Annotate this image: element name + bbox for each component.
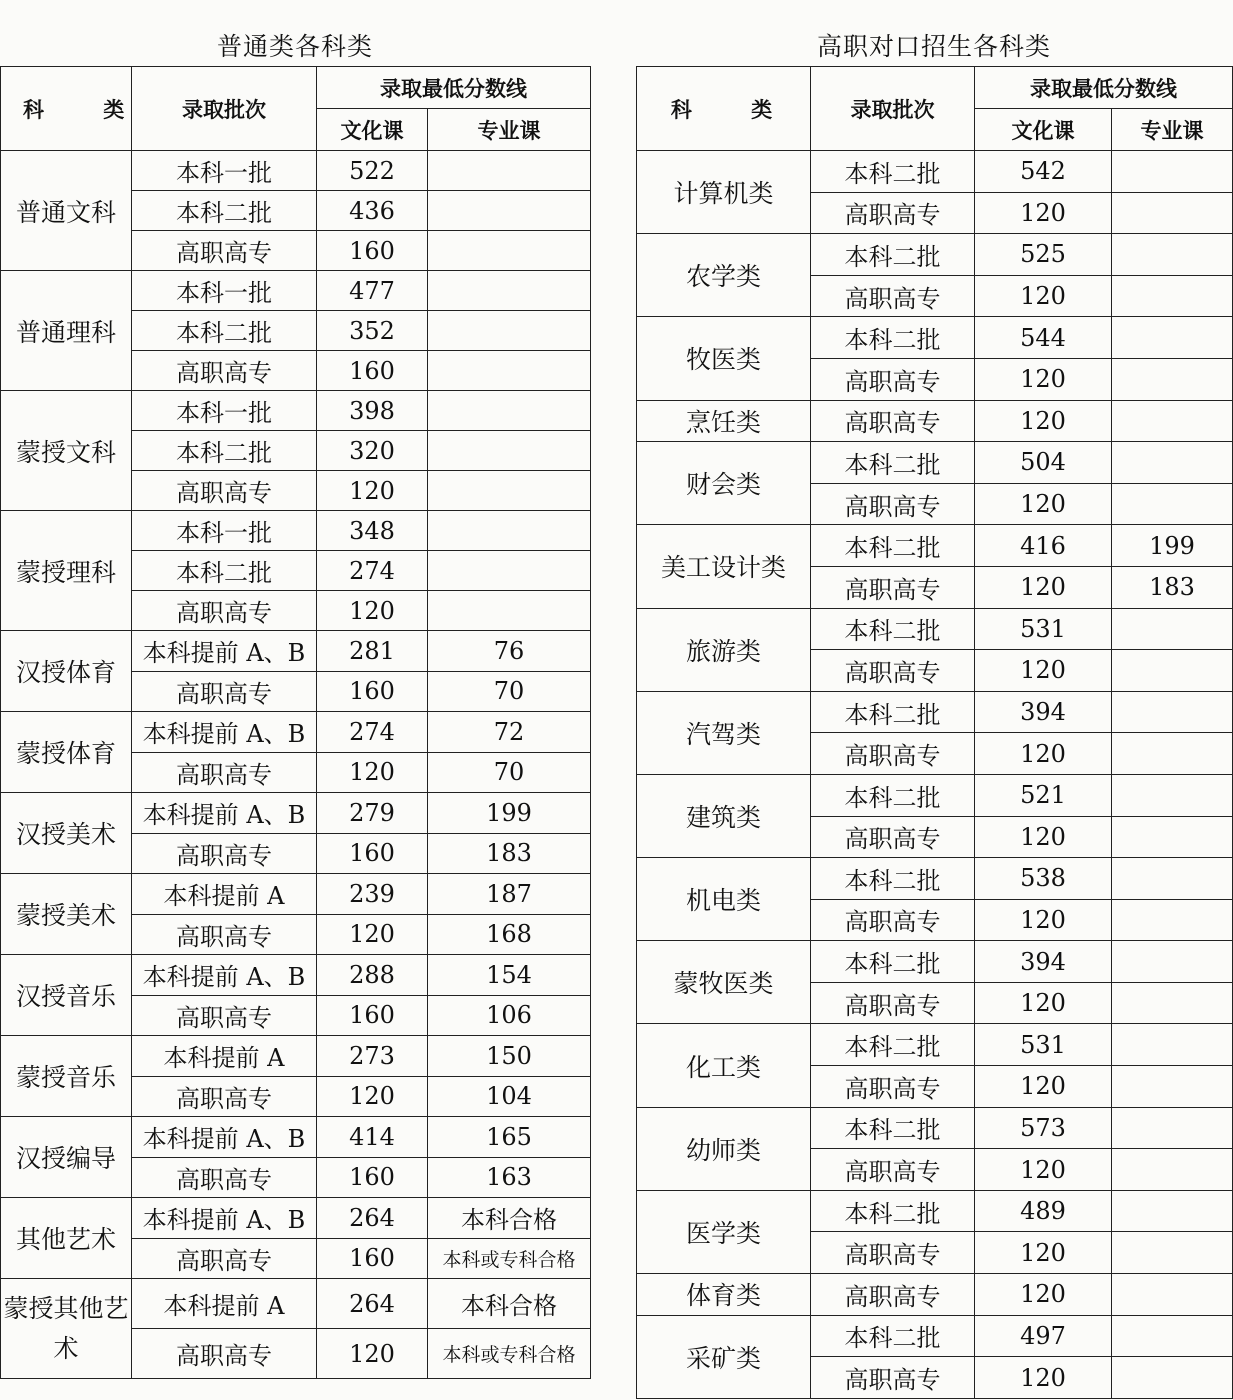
professional-score-cell: 187 bbox=[428, 874, 591, 915]
culture-score-cell: 120 bbox=[975, 1149, 1112, 1191]
culture-score-cell: 120 bbox=[975, 400, 1112, 442]
table-row bbox=[1, 151, 591, 191]
vocational-score-table bbox=[636, 66, 1233, 1399]
batch-cell: 高职高专 bbox=[132, 671, 317, 712]
table-row bbox=[637, 442, 1233, 484]
regular-admission-panel bbox=[0, 0, 590, 1379]
professional-score-cell bbox=[1112, 1107, 1233, 1149]
professional-score-cell bbox=[1112, 234, 1233, 276]
batch-cell: 高职高专 bbox=[132, 1329, 317, 1379]
batch-cell: 高职高专 bbox=[132, 351, 317, 391]
table-row bbox=[1, 955, 591, 996]
category-cell: 农学类 bbox=[637, 234, 811, 317]
batch-cell: 高职高专 bbox=[811, 899, 975, 941]
culture-score-cell: 120 bbox=[975, 483, 1112, 525]
professional-score-cell: 199 bbox=[428, 793, 591, 834]
table-row bbox=[1, 874, 591, 915]
batch-cell: 高职高专 bbox=[132, 1157, 317, 1198]
culture-score-cell: 264 bbox=[317, 1198, 428, 1239]
culture-score-cell: 274 bbox=[317, 551, 428, 591]
culture-score-cell: 274 bbox=[317, 712, 428, 753]
professional-score-cell bbox=[428, 191, 591, 231]
culture-score-cell: 436 bbox=[317, 191, 428, 231]
category-cell: 蒙授理科 bbox=[1, 511, 132, 631]
professional-score-cell bbox=[428, 351, 591, 391]
batch-cell: 本科二批 bbox=[811, 941, 975, 983]
professional-score-cell bbox=[1112, 691, 1233, 733]
culture-score-cell: 531 bbox=[975, 1024, 1112, 1066]
table-row bbox=[637, 941, 1233, 983]
professional-score-cell bbox=[1112, 899, 1233, 941]
culture-score-cell: 525 bbox=[975, 234, 1112, 276]
professional-score-cell bbox=[1112, 442, 1233, 484]
culture-score-cell: 281 bbox=[317, 631, 428, 672]
professional-score-cell: 70 bbox=[428, 752, 591, 793]
professional-score-cell bbox=[1112, 1066, 1233, 1108]
category-cell: 蒙授体育 bbox=[1, 712, 132, 793]
batch-cell: 高职高专 bbox=[132, 995, 317, 1036]
table-row bbox=[637, 691, 1233, 733]
professional-score-cell bbox=[428, 431, 591, 471]
culture-score-cell: 120 bbox=[975, 733, 1112, 775]
culture-score-cell: 394 bbox=[975, 941, 1112, 983]
batch-cell: 高职高专 bbox=[132, 591, 317, 631]
table-row bbox=[637, 608, 1233, 650]
professional-score-cell bbox=[1112, 816, 1233, 858]
vocational-admission-panel bbox=[636, 0, 1232, 1399]
category-cell: 普通文科 bbox=[1, 151, 132, 271]
professional-score-cell: 76 bbox=[428, 631, 591, 672]
batch-cell: 高职高专 bbox=[811, 483, 975, 525]
culture-score-cell: 120 bbox=[975, 358, 1112, 400]
culture-score-cell: 538 bbox=[975, 858, 1112, 900]
category-cell: 牧医类 bbox=[637, 317, 811, 400]
culture-score-cell: 160 bbox=[317, 833, 428, 874]
table-row bbox=[1, 1036, 591, 1077]
professional-score-cell: 183 bbox=[428, 833, 591, 874]
batch-cell: 本科二批 bbox=[811, 442, 975, 484]
professional-score-cell bbox=[428, 271, 591, 311]
culture-score-cell: 504 bbox=[975, 442, 1112, 484]
header-professional: 专业课 bbox=[428, 109, 591, 151]
culture-score-cell: 120 bbox=[317, 471, 428, 511]
batch-cell: 本科一批 bbox=[132, 151, 317, 191]
batch-cell: 高职高专 bbox=[811, 192, 975, 234]
vocational-table-body bbox=[637, 151, 1233, 1399]
batch-cell: 本科二批 bbox=[132, 191, 317, 231]
category-cell: 蒙授美术 bbox=[1, 874, 132, 955]
batch-cell: 高职高专 bbox=[811, 816, 975, 858]
table-row bbox=[1, 1279, 591, 1329]
category-cell: 汉授美术 bbox=[1, 793, 132, 874]
category-cell: 化工类 bbox=[637, 1024, 811, 1107]
batch-cell: 高职高专 bbox=[811, 650, 975, 692]
professional-score-cell bbox=[1112, 608, 1233, 650]
culture-score-cell: 497 bbox=[975, 1315, 1112, 1357]
batch-cell: 本科二批 bbox=[132, 551, 317, 591]
culture-score-cell: 542 bbox=[975, 151, 1112, 193]
batch-cell: 高职高专 bbox=[811, 1232, 975, 1274]
category-cell: 汉授音乐 bbox=[1, 955, 132, 1036]
professional-score-cell bbox=[1112, 1232, 1233, 1274]
category-cell: 汉授体育 bbox=[1, 631, 132, 712]
culture-score-cell: 120 bbox=[975, 275, 1112, 317]
table-row bbox=[1, 712, 591, 753]
culture-score-cell: 120 bbox=[975, 1232, 1112, 1274]
batch-cell: 本科提前 A、B bbox=[132, 1198, 317, 1239]
table-row bbox=[637, 1274, 1233, 1316]
professional-score-cell bbox=[1112, 774, 1233, 816]
professional-score-cell: 183 bbox=[1112, 566, 1233, 608]
batch-cell: 本科提前 A、B bbox=[132, 955, 317, 996]
batch-cell: 高职高专 bbox=[811, 982, 975, 1024]
batch-cell: 本科二批 bbox=[811, 858, 975, 900]
header-batch: 录取批次 bbox=[811, 67, 975, 151]
batch-cell: 本科提前 A、B bbox=[132, 712, 317, 753]
professional-score-cell: 本科合格 bbox=[428, 1279, 591, 1329]
table-row bbox=[637, 1315, 1233, 1357]
batch-cell: 本科二批 bbox=[811, 1315, 975, 1357]
professional-score-cell bbox=[428, 551, 591, 591]
culture-score-cell: 160 bbox=[317, 231, 428, 271]
table-row bbox=[637, 317, 1233, 359]
batch-cell: 本科二批 bbox=[811, 234, 975, 276]
batch-cell: 本科提前 A、B bbox=[132, 631, 317, 672]
batch-cell: 高职高专 bbox=[811, 1274, 975, 1316]
category-cell: 机电类 bbox=[637, 858, 811, 941]
culture-score-cell: 120 bbox=[317, 914, 428, 955]
culture-score-cell: 573 bbox=[975, 1107, 1112, 1149]
batch-cell: 高职高专 bbox=[811, 1357, 975, 1399]
category-cell: 体育类 bbox=[637, 1274, 811, 1316]
culture-score-cell: 120 bbox=[975, 1357, 1112, 1399]
category-cell: 旅游类 bbox=[637, 608, 811, 691]
professional-score-cell bbox=[1112, 275, 1233, 317]
culture-score-cell: 352 bbox=[317, 311, 428, 351]
batch-cell: 本科一批 bbox=[132, 271, 317, 311]
table-row bbox=[637, 400, 1233, 442]
header-culture: 文化课 bbox=[975, 109, 1112, 151]
batch-cell: 本科二批 bbox=[811, 691, 975, 733]
batch-cell: 本科二批 bbox=[811, 525, 975, 567]
table-row bbox=[1, 1117, 591, 1158]
culture-score-cell: 288 bbox=[317, 955, 428, 996]
category-cell: 烹饪类 bbox=[637, 400, 811, 442]
table-row bbox=[1, 1198, 591, 1239]
culture-score-cell: 120 bbox=[975, 982, 1112, 1024]
professional-score-cell bbox=[428, 311, 591, 351]
regular-table-title: 普通类各科类 bbox=[216, 32, 373, 61]
header-category: 科 类 bbox=[637, 67, 811, 151]
professional-score-cell: 163 bbox=[428, 1157, 591, 1198]
professional-score-cell bbox=[428, 391, 591, 431]
professional-score-cell: 本科或专科合格 bbox=[428, 1238, 591, 1279]
professional-score-cell bbox=[1112, 982, 1233, 1024]
category-cell: 蒙授音乐 bbox=[1, 1036, 132, 1117]
professional-score-cell: 104 bbox=[428, 1076, 591, 1117]
table-row bbox=[1, 511, 591, 551]
batch-cell: 本科提前 A、B bbox=[132, 793, 317, 834]
batch-cell: 本科二批 bbox=[811, 1107, 975, 1149]
batch-cell: 高职高专 bbox=[811, 358, 975, 400]
table-row bbox=[637, 1107, 1233, 1149]
batch-cell: 高职高专 bbox=[811, 1066, 975, 1108]
category-cell: 采矿类 bbox=[637, 1315, 811, 1398]
professional-score-cell: 168 bbox=[428, 914, 591, 955]
culture-score-cell: 160 bbox=[317, 1238, 428, 1279]
table-row bbox=[637, 525, 1233, 567]
batch-cell: 高职高专 bbox=[132, 914, 317, 955]
culture-score-cell: 160 bbox=[317, 1157, 428, 1198]
header-professional: 专业课 bbox=[1112, 109, 1233, 151]
culture-score-cell: 320 bbox=[317, 431, 428, 471]
culture-score-cell: 160 bbox=[317, 995, 428, 1036]
professional-score-cell bbox=[1112, 733, 1233, 775]
professional-score-cell: 本科或专科合格 bbox=[428, 1329, 591, 1379]
table-row bbox=[1, 631, 591, 672]
batch-cell: 本科提前 A、B bbox=[132, 1117, 317, 1158]
batch-cell: 高职高专 bbox=[132, 1238, 317, 1279]
batch-cell: 高职高专 bbox=[811, 400, 975, 442]
professional-score-cell: 199 bbox=[1112, 525, 1233, 567]
batch-cell: 本科一批 bbox=[132, 391, 317, 431]
table-row bbox=[637, 1190, 1233, 1232]
professional-score-cell bbox=[428, 511, 591, 551]
culture-score-cell: 279 bbox=[317, 793, 428, 834]
culture-score-cell: 348 bbox=[317, 511, 428, 551]
table-row bbox=[637, 1024, 1233, 1066]
category-cell: 汽驾类 bbox=[637, 691, 811, 774]
table-row bbox=[1, 271, 591, 311]
culture-score-cell: 120 bbox=[317, 1329, 428, 1379]
batch-cell: 高职高专 bbox=[811, 275, 975, 317]
table-row bbox=[1, 391, 591, 431]
professional-score-cell bbox=[1112, 941, 1233, 983]
category-cell: 蒙牧医类 bbox=[637, 941, 811, 1024]
batch-cell: 高职高专 bbox=[132, 833, 317, 874]
regular-table-body bbox=[1, 151, 591, 1379]
culture-score-cell: 394 bbox=[975, 691, 1112, 733]
table-row bbox=[637, 151, 1233, 193]
professional-score-cell bbox=[1112, 650, 1233, 692]
professional-score-cell: 72 bbox=[428, 712, 591, 753]
culture-score-cell: 120 bbox=[317, 752, 428, 793]
culture-score-cell: 531 bbox=[975, 608, 1112, 650]
batch-cell: 高职高专 bbox=[132, 471, 317, 511]
professional-score-cell: 154 bbox=[428, 955, 591, 996]
culture-score-cell: 160 bbox=[317, 671, 428, 712]
culture-score-cell: 416 bbox=[975, 525, 1112, 567]
professional-score-cell bbox=[1112, 1190, 1233, 1232]
professional-score-cell: 70 bbox=[428, 671, 591, 712]
batch-cell: 本科二批 bbox=[811, 1024, 975, 1066]
culture-score-cell: 521 bbox=[975, 774, 1112, 816]
batch-cell: 本科二批 bbox=[811, 317, 975, 359]
culture-score-cell: 398 bbox=[317, 391, 428, 431]
category-cell: 汉授编导 bbox=[1, 1117, 132, 1198]
culture-score-cell: 544 bbox=[975, 317, 1112, 359]
header-category: 科 类 bbox=[1, 67, 132, 151]
professional-score-cell: 165 bbox=[428, 1117, 591, 1158]
header-batch: 录取批次 bbox=[132, 67, 317, 151]
professional-score-cell bbox=[1112, 1149, 1233, 1191]
vocational-table-title: 高职对口招生各科类 bbox=[816, 32, 1051, 61]
culture-score-cell: 120 bbox=[317, 591, 428, 631]
culture-score-cell: 120 bbox=[317, 1076, 428, 1117]
category-cell: 幼师类 bbox=[637, 1107, 811, 1190]
professional-score-cell bbox=[1112, 151, 1233, 193]
professional-score-cell bbox=[1112, 400, 1233, 442]
batch-cell: 高职高专 bbox=[811, 566, 975, 608]
regular-score-table bbox=[0, 66, 591, 1379]
batch-cell: 高职高专 bbox=[132, 1076, 317, 1117]
header-min-score: 录取最低分数线 bbox=[975, 67, 1233, 109]
batch-cell: 本科二批 bbox=[811, 774, 975, 816]
professional-score-cell bbox=[428, 231, 591, 271]
category-cell: 财会类 bbox=[637, 442, 811, 525]
batch-cell: 高职高专 bbox=[811, 1149, 975, 1191]
professional-score-cell bbox=[1112, 1024, 1233, 1066]
table-row bbox=[1, 793, 591, 834]
professional-score-cell bbox=[1112, 358, 1233, 400]
batch-cell: 高职高专 bbox=[811, 733, 975, 775]
professional-score-cell bbox=[1112, 1274, 1233, 1316]
category-cell: 蒙授其他艺术 bbox=[1, 1279, 132, 1379]
batch-cell: 本科提前 A bbox=[132, 1279, 317, 1329]
culture-score-cell: 239 bbox=[317, 874, 428, 915]
category-cell: 建筑类 bbox=[637, 774, 811, 857]
culture-score-cell: 264 bbox=[317, 1279, 428, 1329]
professional-score-cell bbox=[428, 471, 591, 511]
category-cell: 普通理科 bbox=[1, 271, 132, 391]
culture-score-cell: 273 bbox=[317, 1036, 428, 1077]
culture-score-cell: 120 bbox=[975, 650, 1112, 692]
culture-score-cell: 120 bbox=[975, 566, 1112, 608]
professional-score-cell: 本科合格 bbox=[428, 1198, 591, 1239]
batch-cell: 本科二批 bbox=[811, 608, 975, 650]
batch-cell: 本科二批 bbox=[811, 1190, 975, 1232]
batch-cell: 本科二批 bbox=[132, 431, 317, 471]
professional-score-cell: 150 bbox=[428, 1036, 591, 1077]
batch-cell: 本科一批 bbox=[132, 511, 317, 551]
category-cell: 医学类 bbox=[637, 1190, 811, 1273]
professional-score-cell bbox=[1112, 483, 1233, 525]
professional-score-cell bbox=[1112, 858, 1233, 900]
professional-score-cell bbox=[1112, 317, 1233, 359]
batch-cell: 本科二批 bbox=[132, 311, 317, 351]
category-cell: 美工设计类 bbox=[637, 525, 811, 608]
culture-score-cell: 120 bbox=[975, 816, 1112, 858]
batch-cell: 本科提前 A bbox=[132, 1036, 317, 1077]
culture-score-cell: 522 bbox=[317, 151, 428, 191]
professional-score-cell bbox=[428, 591, 591, 631]
batch-cell: 高职高专 bbox=[132, 231, 317, 271]
professional-score-cell bbox=[1112, 1315, 1233, 1357]
culture-score-cell: 120 bbox=[975, 192, 1112, 234]
category-cell: 计算机类 bbox=[637, 151, 811, 234]
header-min-score: 录取最低分数线 bbox=[317, 67, 591, 109]
category-cell: 其他艺术 bbox=[1, 1198, 132, 1279]
professional-score-cell bbox=[428, 151, 591, 191]
culture-score-cell: 489 bbox=[975, 1190, 1112, 1232]
batch-cell: 高职高专 bbox=[132, 752, 317, 793]
header-culture: 文化课 bbox=[317, 109, 428, 151]
culture-score-cell: 477 bbox=[317, 271, 428, 311]
table-row bbox=[637, 774, 1233, 816]
category-cell: 蒙授文科 bbox=[1, 391, 132, 511]
batch-cell: 本科提前 A bbox=[132, 874, 317, 915]
culture-score-cell: 120 bbox=[975, 1274, 1112, 1316]
professional-score-cell bbox=[1112, 1357, 1233, 1399]
culture-score-cell: 120 bbox=[975, 1066, 1112, 1108]
professional-score-cell: 106 bbox=[428, 995, 591, 1036]
table-row bbox=[637, 858, 1233, 900]
culture-score-cell: 414 bbox=[317, 1117, 428, 1158]
culture-score-cell: 160 bbox=[317, 351, 428, 391]
culture-score-cell: 120 bbox=[975, 899, 1112, 941]
batch-cell: 本科二批 bbox=[811, 151, 975, 193]
table-row bbox=[637, 234, 1233, 276]
professional-score-cell bbox=[1112, 192, 1233, 234]
